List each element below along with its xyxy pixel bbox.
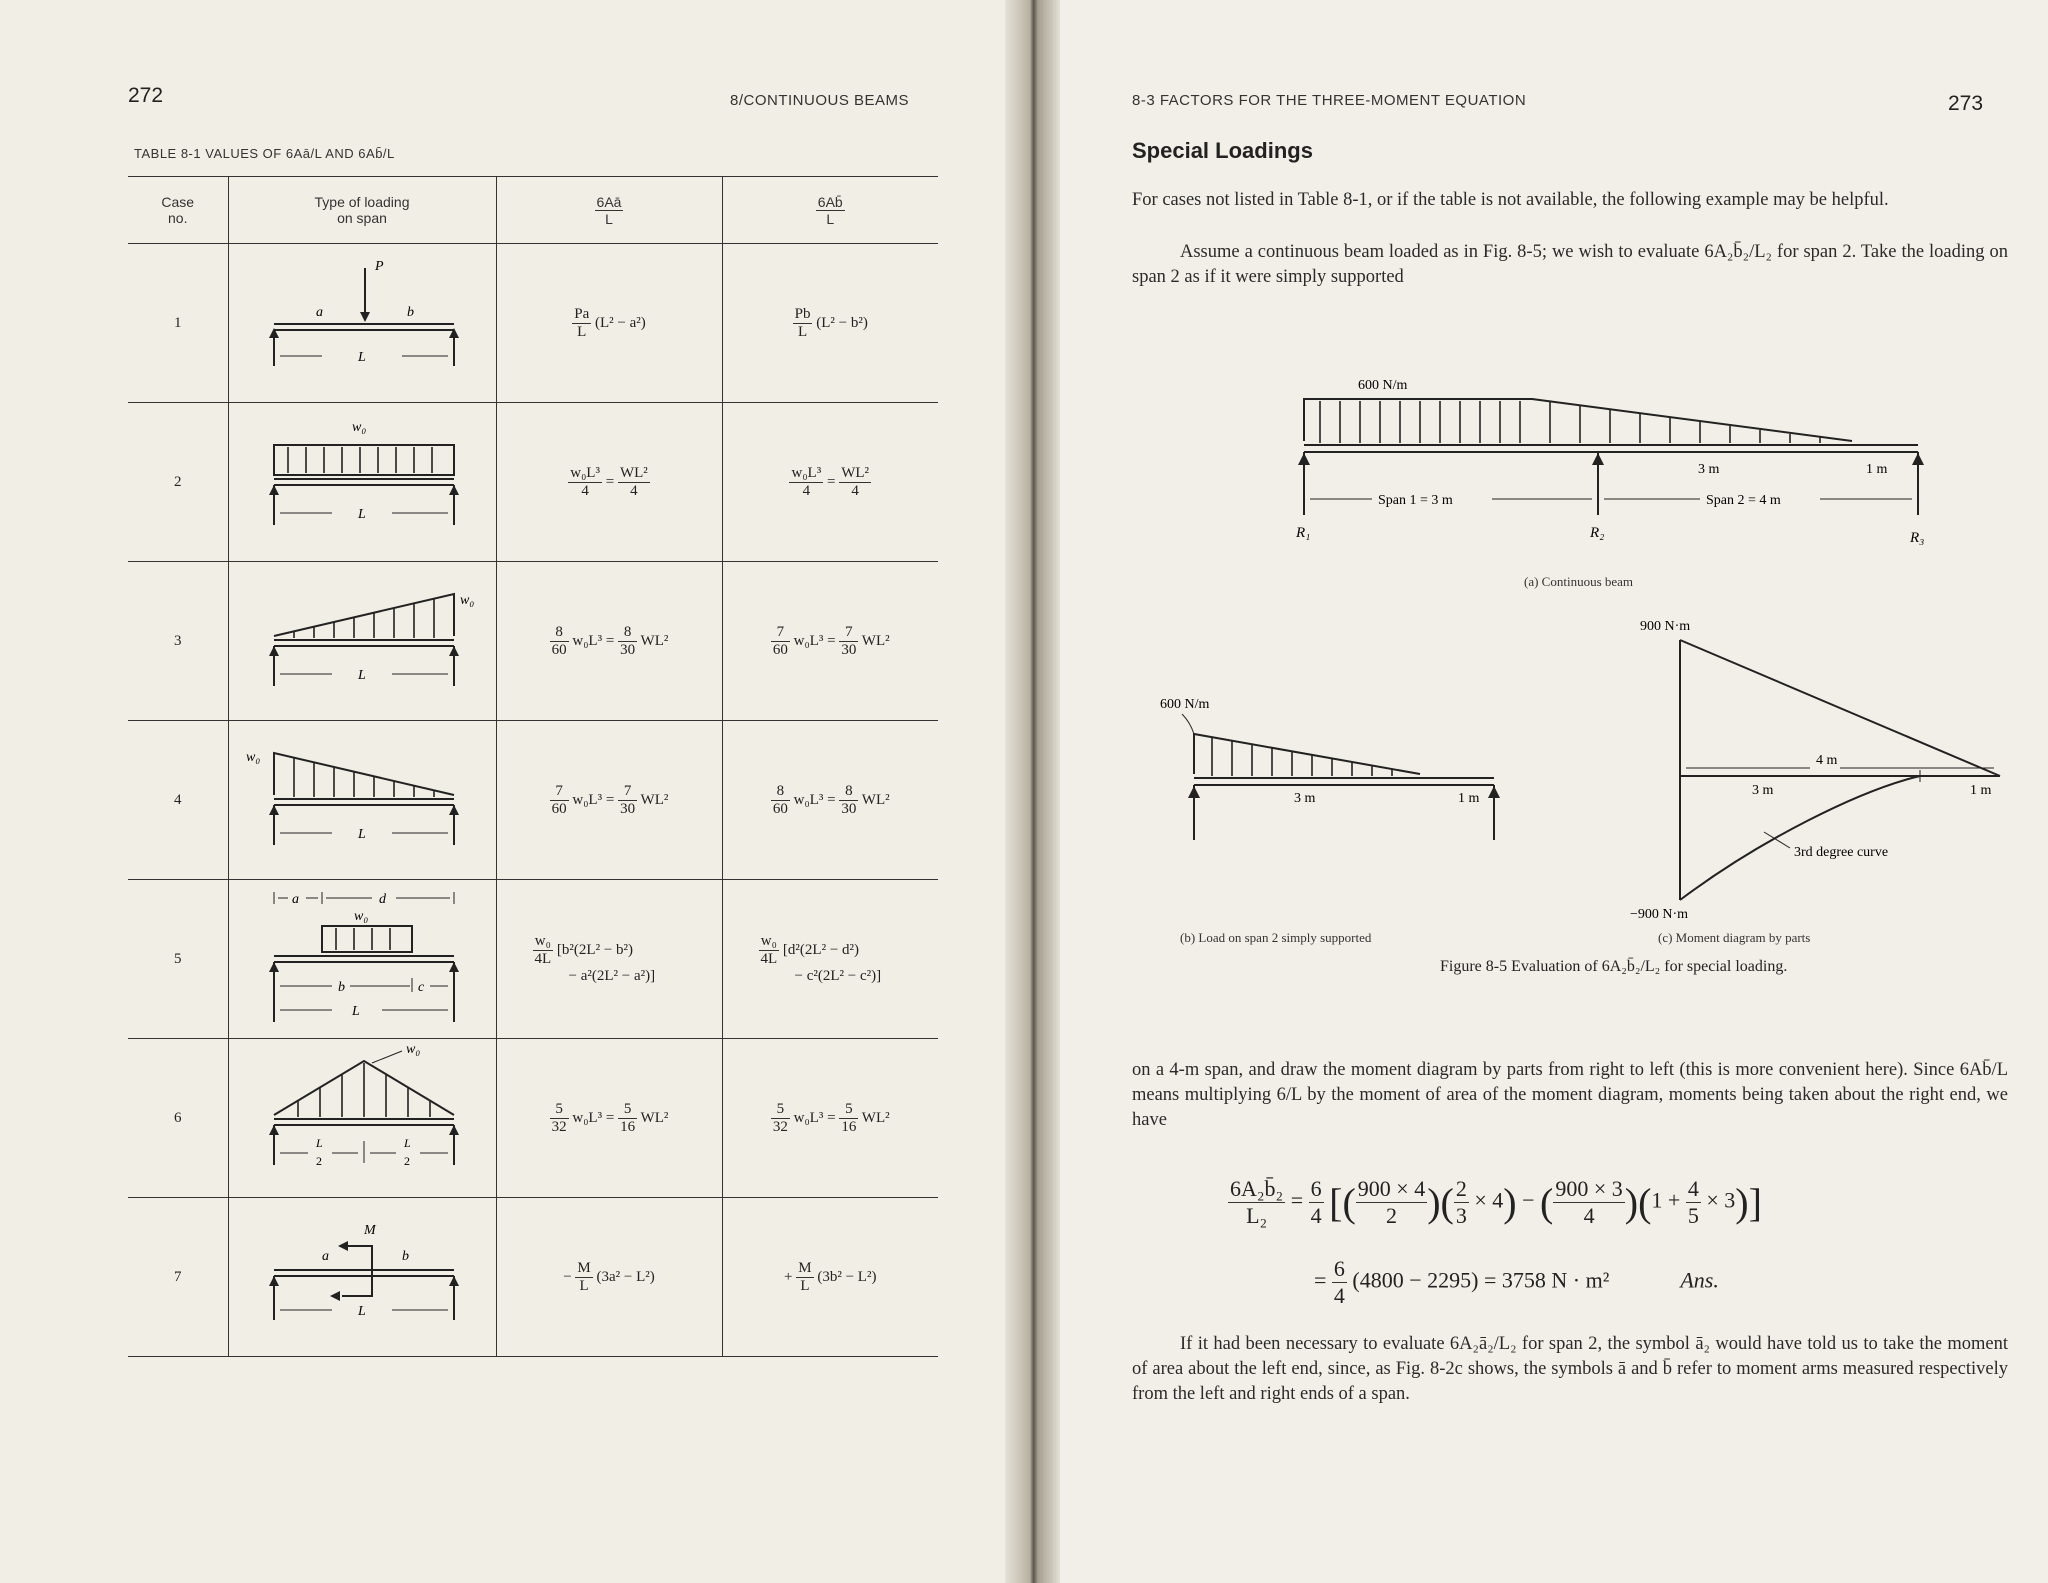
eq1-k-num: 6 [1310,1176,1322,1201]
c4-t2: WL² [861,632,890,649]
c3-line2: − a²(2L² − a²)] [568,968,656,984]
table-row [128,1198,938,1357]
label-L: L [358,667,366,683]
cell-6aa [496,1039,722,1198]
paragraph-4: If it had been necessary to evaluate 6A₂ā₂/L₂ for span 2, the symbol ā₂ would have told us to take the moment of area about the left end, since, as Fig. 8-2c shows, the symbols ā and b̄ refer to moment arms measured respectively from the left and right ends of a span. [1132,1334,2008,1404]
table-row [128,880,938,1039]
header-type [228,177,496,244]
c3-rest: (L² − a²) [594,314,646,331]
running-head-left: 8/CONTINUOUS BEAMS [730,92,910,109]
label-a: a [292,891,299,907]
c3-n1: 8 [550,624,569,642]
c3-t2: WL² [640,1109,669,1126]
page-number-left: 272 [128,84,164,107]
page-number-right: 273 [1948,92,1984,115]
table-caption: TABLE 8-1 VALUES OF 6Aā/L AND 6Ab̄/L [134,146,395,161]
c3-d1: 60 [551,641,567,658]
label-half-L-right-den: 2 [404,1153,410,1168]
c3-d1: 60 [551,800,567,817]
c4-t1: w₀L³ = [793,1109,836,1126]
case-number: 2 [128,403,228,562]
table-row [128,244,938,403]
eq1-lhs-num: 6A₂b̄₂ [1230,1176,1284,1201]
c4-rest: (3b² − L²) [817,1268,877,1285]
c4-d2: 16 [841,1118,857,1135]
c3-d2: 30 [620,641,636,658]
loading-diagram [228,244,496,403]
label-load: w₀ [406,1041,421,1057]
c4-t1: w₀L³ = [793,632,836,649]
label-load: w₀ [246,749,261,765]
label-half-L-left-den: 2 [316,1153,322,1168]
fig-c-dim-3m: 3 m [1752,783,1774,798]
fig-c-dim-1m: 1 m [1970,783,1992,798]
c3-rest: (3a² − L²) [596,1268,655,1285]
header-case-bottom: no. [168,210,188,226]
fig-a-r1: R₁ [1296,525,1311,541]
loading-diagram [228,1039,496,1198]
c3-n2: 7 [618,783,637,801]
c3-d2: 4 [630,482,638,499]
label-d: d [379,891,386,907]
c4-n1: 5 [771,1101,790,1119]
c3-n2: 8 [618,624,637,642]
label-b: b [402,1248,409,1264]
table-row [128,1039,938,1198]
header-type-bottom: on span [337,210,387,226]
c3-n1: 5 [550,1101,569,1119]
eq2-k-num: 6 [1333,1256,1345,1281]
cell-6ab [722,562,938,721]
eq1-equals: = [1290,1187,1304,1213]
c3-n1: w₀L³ [570,464,600,481]
c3-t1: w₀L³ = [572,1109,615,1126]
beam-diagram-case1 [232,246,492,396]
table-header-row [128,177,938,244]
c4-num: M [798,1259,812,1276]
label-half-L-left: L [316,1135,323,1150]
c3-d1: 4 [581,482,589,499]
fig-b-caption: (b) Load on span 2 simply supported [1180,930,1372,945]
header-6aa-num: 6Aā [596,193,622,210]
c3-t1: w₀L³ = [572,791,615,808]
header-6aa [496,177,722,244]
c4-n1: 8 [771,783,790,801]
table-row [128,562,938,721]
beam-diagram-case4 [232,723,492,873]
loading-diagram [228,721,496,880]
paragraph-3: on a 4-m span, and draw the moment diagram by parts from right to left (this is more convenient here). Since 6Ab̄/L means multiplying 6/L by the moment of area of the moment diagram, moments being taken about the right end, we have [1132,1060,2008,1130]
c3-eq: = [605,473,615,490]
eq2-answer-label: Ans. [1680,1267,1719,1293]
c3-num: Pa [574,305,590,322]
label-L: L [352,1003,360,1019]
header-case [128,177,228,244]
c4-n2: 8 [839,783,858,801]
c3-t1: w₀L³ = [572,632,615,649]
c4-d1: 60 [772,641,788,658]
cell-6aa [496,721,722,880]
cell-6aa [496,880,722,1039]
fig-a-span2: Span 2 = 4 m [1706,493,1781,508]
fig-a-r3: R₃ [1910,530,1925,546]
c3-n2: WL² [619,464,648,481]
eq1-lhs-den: L₂ [1246,1203,1268,1228]
beam-diagram-case6 [232,1041,492,1191]
label-load: w₀ [460,592,475,608]
loading-diagram [228,880,496,1039]
running-head-right: 8-3 FACTORS FOR THE THREE-MOMENT EQUATION [1132,92,1527,109]
label-L: L [358,826,366,842]
fig-c-curve-label: 3rd degree curve [1794,845,1889,860]
eq1-f3-den: 4 [1583,1203,1595,1228]
eq1-f4-pre: 1 + [1651,1187,1681,1213]
eq2-k-den: 4 [1333,1283,1345,1308]
eq2-equals: = [1314,1267,1327,1293]
c4-n2: WL² [841,464,870,481]
beam-diagram-case2 [232,405,492,555]
eq1-f3-num: 900 × 3 [1555,1176,1623,1201]
case-number: 5 [128,880,228,1039]
cell-6ab [722,1039,938,1198]
fig-c-dim-4m: 4 m [1816,753,1838,768]
cell-6aa [496,1198,722,1357]
cell-6ab [722,721,938,880]
c4-d2: 30 [841,641,857,658]
section-heading: Special Loadings [1132,138,1313,163]
c4-num: w₀ [759,933,780,951]
case-number: 3 [128,562,228,721]
beam-diagram-case3 [232,564,492,714]
label-load: P [375,258,384,274]
label-half-L-right: L [404,1135,411,1150]
c3-d2: 16 [620,1118,636,1135]
right-page [1060,0,2048,1583]
beam-diagram-case7 [232,1200,492,1350]
c4-t2: WL² [861,791,890,808]
book-gutter [1005,0,1060,1583]
beam-diagram-case5 [232,882,492,1032]
eq1-f4-num: 4 [1687,1176,1699,1201]
c4-d1: 60 [772,800,788,817]
eq1-f4-tail: × 3 [1706,1187,1736,1213]
c3-t2: WL² [640,632,669,649]
label-load: M [364,1222,376,1238]
c4-sign: + [784,1268,793,1285]
c4-line1: [d²(2L² − d²) [782,941,860,958]
loading-diagram [228,1198,496,1357]
c4-d2: 4 [851,482,859,499]
header-6ab-num: 6Ab̄ [817,193,843,210]
c3-den: 4L [534,951,552,967]
c4-d1: 32 [772,1118,788,1135]
c4-t2: WL² [861,1109,890,1126]
c3-line1: [b²(2L² − b²) [556,941,634,958]
fig-a-span1: Span 1 = 3 m [1378,493,1453,508]
label-L: L [358,1303,366,1319]
figure-8-5a [1240,365,1960,575]
label-a: a [322,1248,329,1264]
fig-c-bottom-label: −900 N·m [1630,907,1689,920]
fig-a-dim-3m: 3 m [1698,462,1720,477]
eq1-k-den: 4 [1310,1203,1322,1228]
case-number: 1 [128,244,228,403]
c4-line2: − c²(2L² − c²)] [794,968,882,984]
header-6ab [722,177,938,244]
c4-num: Pb [794,305,811,322]
figure-8-5b [1160,690,1500,850]
c4-n2: 5 [839,1101,858,1119]
c4-d2: 30 [841,800,857,817]
label-load: w₀ [354,908,369,924]
header-6ab-den: L [826,210,835,227]
label-L: L [358,506,366,522]
label-c: c [418,979,425,995]
cell-6ab [722,880,938,1039]
loading-diagram [228,403,496,562]
left-page [0,0,1005,1583]
cell-6ab [722,244,938,403]
cell-6aa [496,244,722,403]
fig-b-load-label: 600 N/m [1160,697,1210,712]
case-number: 6 [128,1039,228,1198]
fig-a-caption: (a) Continuous beam [1524,574,1634,589]
loading-diagram [228,562,496,721]
c3-sign: − [563,1268,572,1285]
equation-1: $\frac{\text{6A₂b̄₂}}{\text{L₂}}$ = $\frac{6}{4}$ [( $\frac{900 \times 4}{2}$ )( $\frac{2}{3}$ × 4) − ( $\frac{900 \times 3}{4}$ )(1 + $\frac{4}{5}$ × 3)] [1230,1176,1762,1228]
fig-b-dim-3m: 3 m [1294,791,1316,806]
c4-eq: = [826,473,836,490]
c3-d2: 30 [620,800,636,817]
label-L: L [358,349,366,365]
c3-num: w₀ [533,933,554,951]
equation-2 [1314,1256,1719,1309]
eq1-f4-den: 5 [1687,1203,1699,1228]
table-row [128,403,938,562]
label-b: b [338,979,345,995]
eq1-f2-tail: × 4 [1474,1187,1504,1213]
c4-n1: w₀L³ [791,464,822,481]
header-case-top: Case [161,194,195,210]
c4-d1: 4 [802,482,811,499]
table-8-1 [128,176,938,1357]
label-load: w₀ [352,419,367,435]
c3-n2: 5 [618,1101,637,1119]
c4-rest: (L² − b²) [816,314,868,331]
eq1-minus: − [1522,1187,1535,1213]
figure-8-5c [1600,610,2020,920]
c4-den: L [800,1277,810,1294]
fig-c-caption: (c) Moment diagram by parts [1658,930,1811,945]
c4-t1: w₀L³ = [793,791,836,808]
c3-n1: 7 [550,783,569,801]
eq1-f2-den: 3 [1455,1203,1467,1228]
label-b: b [407,304,414,320]
fig-c-top-label: 900 N·m [1640,619,1691,634]
c4-n2: 7 [839,624,858,642]
c4-n1: 7 [771,624,790,642]
case-number: 4 [128,721,228,880]
case-number: 7 [128,1198,228,1357]
cell-6aa [496,403,722,562]
eq2-body: (4800 − 2295) = 3758 N · m² [1352,1267,1610,1293]
fig-a-r2: R₂ [1590,525,1605,541]
fig-a-load-label: 600 N/m [1358,378,1408,393]
header-type-top: Type of loading [314,194,410,210]
figure-caption: Figure 8-5 Evaluation of 6A₂b̄₂/L₂ for special loading. [1440,958,1788,975]
c3-num: M [577,1259,591,1276]
header-6aa-den: L [605,210,613,227]
c4-den: L [797,323,808,340]
table-row [128,721,938,880]
c3-den: L [577,323,587,340]
c4-den: 4L [760,951,778,967]
eq1-f1-num: 900 × 4 [1357,1176,1426,1201]
eq1-f2-num: 2 [1455,1176,1467,1201]
eq1-f1-den: 2 [1386,1203,1397,1228]
fig-a-dim-1m: 1 m [1866,462,1888,477]
label-a: a [316,304,323,320]
c3-t2: WL² [640,791,669,808]
paragraph-1: For cases not listed in Table 8-1, or if the table is not available, the following example may be helpful. [1132,190,1889,210]
cell-6ab [722,1198,938,1357]
fig-b-dim-1m: 1 m [1458,791,1480,806]
c3-d1: 32 [551,1118,567,1135]
paragraph-2: Assume a continuous beam loaded as in Fig. 8-5; we wish to evaluate 6A₂b̄₂/L₂ for span 2. Take the loading on span 2 as if it were simply supported [1132,242,2008,287]
cell-6aa [496,562,722,721]
cell-6ab [722,403,938,562]
c3-den: L [579,1277,589,1294]
